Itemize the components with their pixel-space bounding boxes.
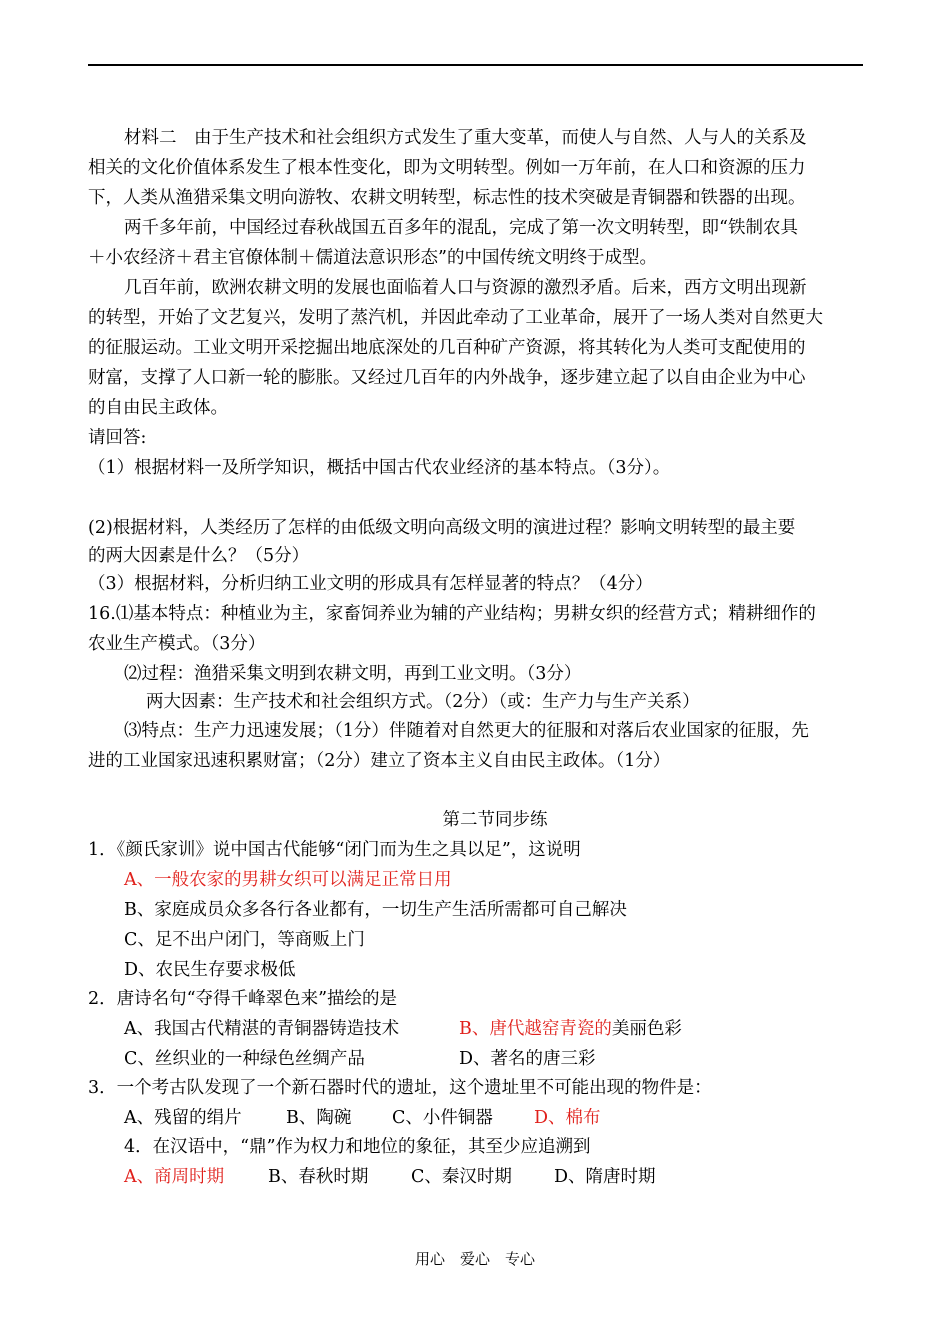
material2-line: 材料二 由于生产技术和社会组织方式发生了重大变革，而使人与自然、人与人的关系及 <box>124 128 807 148</box>
mcq-4-option-c: C、秦汉时期 <box>411 1167 512 1187</box>
mcq-2-stem: 2．唐诗名句“夺得千峰翠色来”描绘的是 <box>88 989 398 1009</box>
mcq-1-option-c: C、足不出户闭门，等商贩上门 <box>124 930 365 950</box>
mcq-4-option-d: D、隋唐时期 <box>554 1167 656 1187</box>
material2-line: ＋小农经济＋君主官僚体制＋儒道法意识形态”的中国传统文明终于成型。 <box>88 248 657 268</box>
material2-line: 的自由民主政体。 <box>88 398 228 418</box>
material2-line: 财富，支撑了人口新一轮的膨胀。又经过几百年的内外战争，逐步建立起了以自由企业为中心 <box>88 368 806 388</box>
material2-line: 的征服运动。工业文明开采挖掘出地底深处的几百种矿产资源，将其转化为人类可支配使用的 <box>88 338 806 358</box>
section-title: 第二节同步练 <box>442 810 548 830</box>
mcq-2-option-d: D、著名的唐三彩 <box>459 1049 596 1069</box>
mcq-3-option-a: A、残留的绢片 <box>124 1108 242 1128</box>
mcq-2-option-b <box>459 1019 682 1039</box>
mcq-3-stem: 3．一个考古队发现了一个新石器时代的遗址，这个遗址里不可能出现的物件是： <box>88 1078 712 1098</box>
material2-line: 几百年前，欧洲农耕文明的发展也面临着人口与资源的激烈矛盾。后来，西方文明出现新 <box>124 278 807 298</box>
page-footer: 用心 爱心 专心 <box>414 1250 535 1268</box>
mcq-2-option-c: C、丝织业的一种绿色丝绸产品 <box>124 1049 365 1069</box>
mcq-2-option-b-rest: 美丽色彩 <box>611 1019 682 1039</box>
answer-3: 进的工业国家迅速积累财富；（2分）建立了资本主义自由民主政体。（1分） <box>88 751 671 771</box>
answer-1: 16.⑴基本特点：种植业为主，家畜饲养业为辅的产业结构；男耕女织的经营方式；精耕细作的 <box>88 604 816 624</box>
answer-3: ⑶特点：生产力迅速发展；（1分）伴随着对自然更大的征服和对落后农业国家的征服，先 <box>124 721 809 741</box>
mcq-3-option-b: B、陶碗 <box>286 1108 352 1128</box>
mcq-4-option-a: A、商周时期 <box>124 1167 225 1187</box>
mcq-3-option-d: D、棉布 <box>534 1108 601 1128</box>
mcq-2-option-a: A、我国古代精湛的青铜器铸造技术 <box>124 1019 400 1039</box>
answer-2: ⑵过程：渔猎采集文明到农耕文明，再到工业文明。（3分） <box>124 664 582 684</box>
material2-line: 两千多年前，中国经过春秋战国五百多年的混乱，完成了第一次文明转型，即“铁制农具 <box>124 218 798 238</box>
material2-line: 下，人类从渔猎采集文明向游牧、农耕文明转型，标志性的技术突破是青铜器和铁器的出现。 <box>88 188 806 208</box>
answer-1: 农业生产模式。（3分） <box>88 634 266 654</box>
mcq-3-option-c: C、小件铜器 <box>392 1108 493 1128</box>
mcq-1-option-a: A、一般农家的男耕女织可以满足正常日用 <box>124 870 452 890</box>
mcq-1-option-b: B、家庭成员众多各行各业都有，一切生产生活所需都可自己解决 <box>124 900 627 920</box>
header-rule <box>88 64 863 66</box>
questions-prompt: 请回答: <box>88 428 147 448</box>
mcq-4-option-b: B、春秋时期 <box>268 1167 369 1187</box>
question-3: （3）根据材料，分析归纳工业文明的形成具有怎样显著的特点？（4分） <box>88 574 653 594</box>
question-1: （1）根据材料一及所学知识，概括中国古代农业经济的基本特点。（3分）。 <box>88 458 671 478</box>
mcq-2-option-b-answer: B、唐代越窑青瓷的 <box>459 1019 612 1039</box>
mcq-4-stem: 4．在汉语中，“鼎”作为权力和地位的象征，其至少应追溯到 <box>124 1137 591 1157</box>
question-2: (2)根据材料，人类经历了怎样的由低级文明向高级文明的演进过程？影响文明转型的最主要 <box>88 518 796 538</box>
mcq-1-option-d: D、农民生存要求极低 <box>124 960 296 980</box>
question-2: 的两大因素是什么？（5分） <box>88 546 310 566</box>
material2-line: 的转型，开始了文艺复兴，发明了蒸汽机，并因此牵动了工业革命，展开了一场人类对自然更大 <box>88 308 823 328</box>
material2-line: 相关的文化价值体系发生了根本性变化，即为文明转型。例如一万年前，在人口和资源的压力 <box>88 158 806 178</box>
answer-2-factors: 两大因素：生产技术和社会组织方式。（2分）（或：生产力与生产关系） <box>146 692 700 712</box>
mcq-1-stem: 1．《颜氏家训》说中国古代能够“闭门而为生之具以足”，这说明 <box>88 840 581 860</box>
